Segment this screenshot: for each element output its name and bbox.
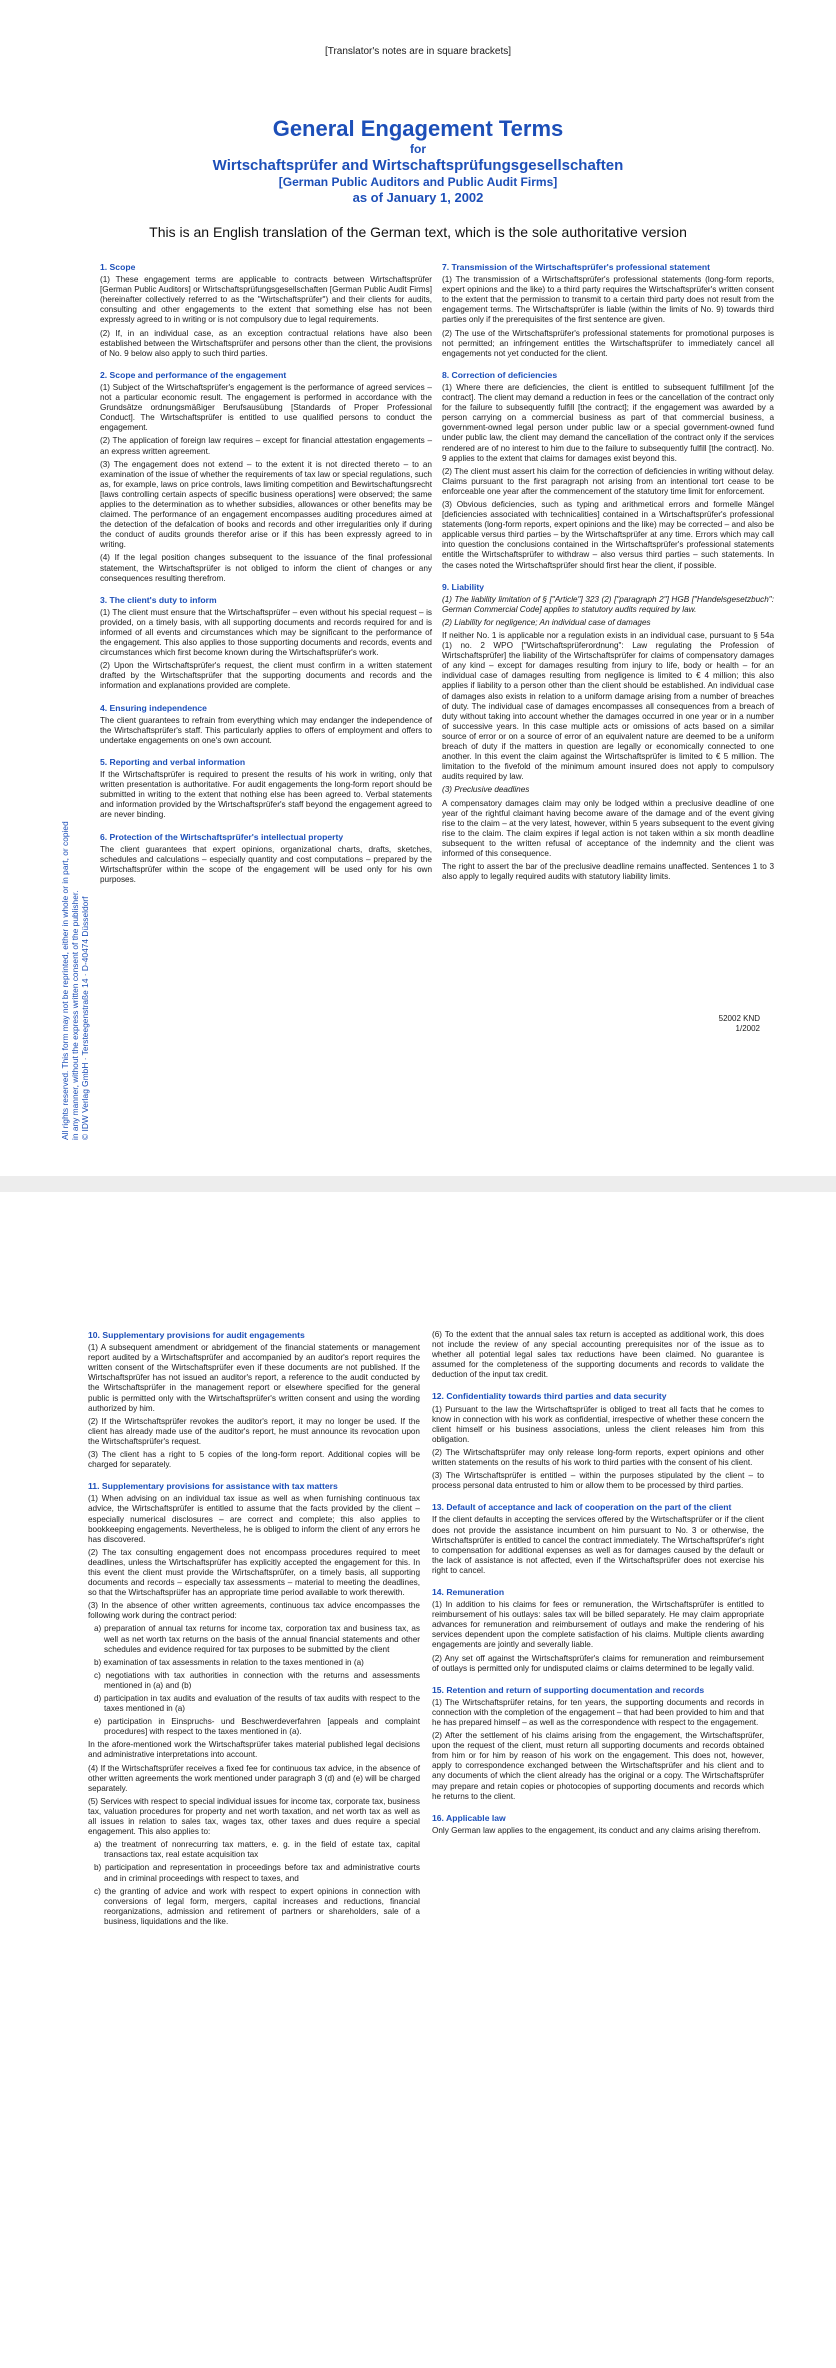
list-item: c) negotiations with tax authorities in connection with the returns and assessments mentioned in (a) and (b): [94, 1670, 420, 1690]
list-item: d) participation in tax audits and evaluation of the results of tax audits with respect to the taxes mentioned in (a): [94, 1694, 420, 1714]
paragraph: (1) Where there are deficiencies, the client is entitled to subsequent fulfillment [of the contract]. The client may demand a reduction in fees or the cancellation of the contract only for the failure to subsequently fulfill [the contract]; if the engagement was awarded by a person carrying on a commercial business as part of that commercial business, a government-owned legal person under public law or a special government-owned fund under public law, the client may demand the cancellation of the contract only if the services rendered are of no interest to him due to the failure to subsequently fulfill [the contract]. No. 9 applies to the extent that claims for damages exist beyond this.: [442, 382, 774, 463]
paragraph: (3) The Wirtschaftsprüfer is entitled – within the purposes stipulated by the client – to process personal data entrusted to him or allow them to be processed by third parties.: [432, 1471, 764, 1491]
paragraph: (2) Any set off against the Wirtschaftsprüfer's claims for remuneration and reimbursement of outlays is permitted only for undisputed claims or claims determined to be legally valid.: [432, 1653, 764, 1673]
page2-left-column: [88, 1330, 420, 1930]
section-heading: 8. Correction of deficiencies: [442, 369, 558, 380]
title-for: for: [410, 142, 426, 156]
section-heading: 14. Remuneration: [432, 1586, 505, 1597]
copyright-line: in any manner, without the express written consent of the publisher.: [70, 890, 80, 1140]
paragraph: (3) Preclusive deadlines: [442, 785, 530, 795]
page1-right-column: [442, 262, 774, 885]
paragraph: (2) Liability for negligence; An individual case of damages: [442, 617, 651, 627]
copyright-text: [60, 720, 90, 1140]
form-code: [700, 1014, 760, 1034]
paragraph: (2) The use of the Wirtschaftsprüfer's professional statements for promotional purposes is not permitted; an infringement entitles the Wirtschaftsprüfer to immediately cancel all engagements not yet conducted for the client.: [442, 328, 774, 358]
paragraph: (2) After the settlement of his claims arising from the engagement, the Wirtschaftsprüfer, upon the request of the client, must return all supporting documents and records obtained from him or for him by reason of his work on the engagement. This does not, however, apply to correspondence exchanged between the Wirtschaftsprüfer and his client and to any documents of which the client already has the original or a copy. The Wirtschaftsprüfer may prepare and retain copies or photocopies of supporting documents and records which he returns to the client.: [432, 1731, 764, 1801]
paragraph: A compensatory damages claim may only be lodged within a preclusive deadline of one year of the rightful claimant having become aware of the damage and of the event giving rise to the claim – at the very latest, however, within 5 years subsequent to the event giving rise to the claim. The claim expires if legal action is not taken within a six month deadline subsequent to the written refusal of acceptance of the indemnity and the client was informed of this consequence.: [442, 798, 774, 858]
paragraph: (1) The Wirtschaftsprüfer retains, for ten years, the supporting documents and records in connection with the completion of the engagement – that had been provided to him and that he has prepared himself – as well as the correspondence with respect to the engagement.: [432, 1697, 764, 1727]
copyright-line: © IDW Verlag GmbH · Tersteegenstraße 14 · D-40474 Düsseldorf: [80, 896, 90, 1140]
page-2: [0, 1192, 836, 2368]
paragraph: (2) Upon the Wirtschaftsprüfer's request, the client must confirm in a written statement drafted by the Wirtschaftsprüfer that the supporting documents and records and the information and explanations provided are complete.: [100, 661, 432, 691]
page2-right-column: [432, 1330, 764, 1839]
paragraph: (1) Pursuant to the law the Wirtschaftsprüfer is obliged to treat all facts that he comes to know in connection with his work as confidential, irrespective of whether these concern the client himself or his business associations, unless the client releases him from this obligation.: [432, 1404, 764, 1444]
paragraph: If the client defaults in accepting the services offered by the Wirtschaftsprüfer or if the client does not provide the assistance incumbent on him pursuant to No. 3 or otherwise, the Wirtschaftsprüfer is entitled to cancel the contract immediately. The Wirtschaftsprüfer's right to compensation for additional expenses as well as for damages caused by the default or the lack of assistance is not affected, even if the Wirtschaftsprüfer does not exercise his right to cancel.: [432, 1515, 764, 1575]
section-heading: 5. Reporting and verbal information: [100, 756, 246, 767]
paragraph: (1) These engagement terms are applicable to contracts between Wirtschaftsprüfer [German Public Auditors] or Wirtschaftsprüfungsgesellschaften [German Public Audit Firms] (hereinafter collectively referred to as the "Wirtschaftsprüfer") and their clients for audits, consulting and other engagements to the extent that something else has not been expressly agreed to in writing or is not compulsory due to legal requirements.: [100, 275, 432, 325]
paragraph: (3) The engagement does not extend – to the extent it is not directed thereto – to an examination of the issue of whether the requirements of tax law or special regulations, such as, for example, laws on price controls, laws limiting competition and Bewirtschaftungsrecht [laws controlling certain aspects of specific business operations] were observed; the same applies to the determination as to whether subsidies, allowances or other benefits may be claimed. The performance of an engagement encompasses auditing procedures aimed at the detection of the defalcation of books and records and other irregularities only if during the conduct of audits grounds therefor arise or if this has been expressly agreed to in writing.: [100, 459, 432, 550]
paragraph: The client guarantees to refrain from everything which may endanger the independence of the Wirtschaftsprüfer's staff. This particularly applies to offers of employment and offers to undertake engagements on one's own account.: [100, 715, 432, 745]
list-item: b) examination of tax assessments in relation to the taxes mentioned in (a): [94, 1657, 364, 1667]
section-heading: 7. Transmission of the Wirtschaftsprüfer's professional statement: [442, 262, 710, 272]
translation-notice: This is an English translation of the German text, which is the sole authoritative version: [149, 224, 687, 240]
paragraph: (1) A subsequent amendment or abridgement of the financial statements or management report audited by a Wirtschaftsprüfer and accompanied by an auditor's report requires the written consent of the Wirtschaftsprüfer even if these documents are not published. If the Wirtschaftsprüfer has not issued an auditor's report, a reference to the audit conducted by the Wirtschaftsprüfer in the management report or elsewhere specified for the general public is permitted only with the Wirtschaftsprüfer's written consent and using the wording authorized by him.: [88, 1343, 420, 1413]
paragraph: (2) The tax consulting engagement does not encompass procedures required to meet deadlines, unless the Wirtschaftsprüfer has explicitly accepted the engagement for this. In this event the client must provide the Wirtschaftsprüfer, on a timely basis, all supporting documents and records – especially tax assessments – material to meeting the deadlines, so that the Wirtschaftsprüfer has an appropriate time period available to work therewith.: [88, 1547, 420, 1598]
paragraph: (5) Services with respect to special individual issues for income tax, corporate tax, business tax, valuation procedures for property and net worth taxation, and net worth tax as well as all issues in relation to sales tax, wages tax, other taxes and dues require a special engagement. This also applies to:: [88, 1796, 420, 1837]
subtitle-translation: [German Public Auditors and Public Audit Firms]: [278, 175, 558, 189]
section-heading: 4. Ensuring independence: [100, 702, 207, 713]
list-item: a) preparation of annual tax returns for income tax, corporation tax and business tax, as well as net worth tax returns on the basis of the annual financial statements and other schedules and evidence required for tax purposes to be submitted by the client: [94, 1624, 420, 1654]
paragraph: (1) When advising on an individual tax issue as well as when furnishing continuous tax advice, the Wirtschaftsprüfer is entitled to assume that the facts provided by the client – especially numerical disclosures – are correct and complete; this also applies to bookkeeping engagements. Nevertheless, he is obliged to inform the client of any errors he has discovered.: [88, 1494, 420, 1544]
page1-left-column: [100, 262, 432, 888]
paragraph: In the afore-mentioned work the Wirtschaftsprüfer takes material published legal decisions and administrative interpretations into account.: [88, 1740, 420, 1760]
section-heading: 11. Supplementary provisions for assistance with tax matters: [88, 1481, 338, 1492]
paragraph: The right to assert the bar of the preclusive deadline remains unaffected. Sentences 1 to 3 also apply to legally required audits with statutory liability limits.: [442, 862, 774, 882]
paragraph: (3) In the absence of other written agreements, continuous tax advice encompasses the following work during the contract period:: [88, 1601, 420, 1621]
paragraph: (4) If the legal position changes subsequent to the issuance of the final professional statement, the Wirtschaftsprüfer is not obliged to inform the client of changes or any consequences resulting therefrom.: [100, 553, 432, 583]
paragraph: (4) If the Wirtschaftsprüfer receives a fixed fee for continuous tax advice, in the absence of other written agreements the work mentioned under paragraph 3 (d) and (e) will be charged separately.: [88, 1763, 420, 1793]
section-heading: 3. The client's duty to inform: [100, 594, 217, 605]
form-date: 1/2002: [735, 1024, 760, 1033]
effective-date: as of January 1, 2002: [352, 190, 484, 205]
page-1: [0, 0, 836, 1176]
section-heading: 15. Retention and return of supporting documentation and records: [432, 1684, 705, 1695]
paragraph: (6) To the extent that the annual sales tax return is accepted as additional work, this does not include the review of any special accounting prerequisites nor of the issue as to whether all potential legal sales tax reductions have been claimed. No guarantee is assumed for the completeness of the supporting documents and records to validate the deduction of the input tax credit.: [432, 1330, 764, 1380]
section-heading: 10. Supplementary provisions for audit engagements: [88, 1330, 305, 1340]
paragraph: (2) The client must assert his claim for the correction of deficiencies in writing without delay. Claims pursuant to the first paragraph not arising from an intentional tort cease to be enforceable one year after the commencement of the statutory time limit for enforcement.: [442, 466, 774, 496]
paragraph: (1) The transmission of a Wirtschaftsprüfer's professional statements (long-form reports, expert opinions and the like) to a third party requires the Wirtschaftsprüfer's written consent to the extent that the permission to transmit to a certain third party does not result from the engagement terms. The Wirtschaftsprüfer is liable (within the limits of No. 9) towards third parties only if the prerequisites of the first sentence are given.: [442, 275, 774, 325]
section-heading: 13. Default of acceptance and lack of cooperation on the part of the client: [432, 1502, 732, 1513]
document-subtitle: Wirtschaftsprüfer and Wirtschaftsprüfungsgesellschaften: [212, 157, 624, 174]
section-heading: 9. Liability: [442, 581, 485, 592]
section-heading: 16. Applicable law: [432, 1812, 506, 1823]
paragraph: (2) The Wirtschaftsprüfer may only release long-form reports, expert opinions and other written statements on the results of his work to third parties with the consent of his client.: [432, 1447, 764, 1468]
paragraph: (2) If, in an individual case, as an exception contractual relations have also been established between the Wirtschaftsprüfer and persons other than the client, the provisions of No. 9 below also apply to such third parties.: [100, 328, 432, 358]
section-heading: 2. Scope and performance of the engagement: [100, 369, 287, 380]
paragraph: (1) Subject of the Wirtschaftsprüfer's engagement is the performance of agreed services – not a particular economic result. The engagement is performed in accordance with the Grundsätze ordnungsmäßiger Berufsausübung [Standards of Proper Professional Conduct]. The Wirtschaftsprüfer is entitled to use qualified persons to conduct the engagement.: [100, 382, 432, 433]
list-item: c) the granting of advice and work with respect to expert opinions in connection with conversions of legal form, mergers, capital increases and reductions, financial reorganizations, admission and retirement of partners or shareholders, sale of a business, liquidations and the like.: [94, 1886, 420, 1926]
paragraph: (2) The application of foreign law requires – except for financial attestation engagements – an express written agreement.: [100, 436, 432, 456]
list-item: e) participation in Einspruchs- und Beschwerdeverfahren [appeals and complaint procedures] with respect to the taxes mentioned in (a).: [94, 1717, 420, 1737]
paragraph: Only German law applies to the engagement, its conduct and any claims arising therefrom.: [432, 1825, 761, 1835]
paragraph: (1) The liability limitation of § ["Article"] 323 (2) ["paragraph 2"] HGB ["Handelsgesetzbuch": German Commercial Code] applies to statutory audits required by law.: [442, 594, 774, 614]
section-heading: 6. Protection of the Wirtschaftsprüfer's intellectual property: [100, 831, 344, 842]
list-item: b) participation and representation in proceedings before tax and administrative courts and in criminal proceedings with respect to taxes, and: [94, 1863, 420, 1883]
paragraph: The client guarantees that expert opinions, organizational charts, drafts, sketches, schedules and calculations – especially quantity and cost computations – prepared by the Wirtschaftsprüfer within the scope of the engagement will be used only for his own purposes.: [100, 844, 432, 884]
paragraph: (3) Obvious deficiencies, such as typing and arithmetical errors and formelle Mängel [deficiencies associated with technicalities] contained in a Wirtschaftsprüfer's professional statements (long-form reports, expert opinions and the like) may be corrected – and also be applicable versus third parties – by the Wirtschaftsprüfer at any time. Errors which may call into question the conclusions contained in the Wirtschaftsprüfer's professional statements entitle the Wirtschaftsprüfer to withdraw – also versus third parties – such statements. In the cases noted the Wirtschaftsprüfer should first hear the client, if possible.: [442, 499, 774, 570]
copyright-sidebar: [40, 720, 90, 1140]
paragraph: (1) In addition to his claims for fees or remuneration, the Wirtschaftsprüfer is entitled to reimbursement of his outlays: sales tax will be billed separately. He may claim appropriate advances for remuneration and reimbursement of outlays and make the rendering of his services dependent upon the complete satisfaction of his claims. Multiple clients awarding engagements are jointly and severally liable.: [432, 1600, 764, 1650]
translator-note: [Translator's notes are in square brackets]: [324, 46, 512, 57]
paragraph: If the Wirtschaftsprüfer is required to present the results of his work in writing, only that written presentation is authoritative. For audit engagements the long-form report should be submitted in writing to the extent that nothing else has been agreed to. Verbal statements and information provided by the Wirtschaftsprüfer's staff beyond the engagement agreed to are never binding.: [100, 770, 432, 820]
section-heading: 1. Scope: [100, 262, 136, 272]
title-block: [0, 116, 836, 206]
list-item: a) the treatment of nonrecurring tax matters, e. g. in the field of estate tax, capital transactions tax, real estate acquisition tax: [94, 1840, 420, 1860]
section-heading: 12. Confidentiality towards third parties and data security: [432, 1391, 667, 1402]
paragraph: (1) The client must ensure that the Wirtschaftsprüfer – even without his special request – is provided, on a timely basis, with all supporting documents and records required for and is informed of all events and circumstances which may be significant to the performance of the engagement. This also applies to those supporting documents and records, events and circumstances which first become known during the Wirtschaftsprüfer's work.: [100, 607, 432, 658]
paragraph: If neither No. 1 is applicable nor a regulation exists in an individual case, pursuant to § 54a (1) no. 2 WPO ["Wirtschaftsprüferordnung": Law regulating the Profession of Wirtschaftsprüfer] the liability of the Wirtschaftsprüfer for claims of compensatory damages of any kind – except for damages resulting from injury to life, body or health – for an individual case of damages resulting from negligence is limited to € 4 million; this also applies if liability to a person other than the client should be established. An individual case of damages also exists in relation to a uniform damage arising from a number of breaches of duty. The individual case of damages encompasses all consequences from a breach of duty without taking into account whether the damages occurred in one year or in a number of successive years. In this case multiple acts or omissions of acts based on a similar source of error or on a source of error of an equivalent nature are deemed to be a uniform breach of duty if the matters in question are legally or economically connected to one another. In this event the claim against the Wirtschaftsprüfer is limited to € 5 million. The limitation to the fivefold of the minimum amount insured does not apply to compulsory audits required by law.: [442, 631, 774, 782]
paragraph: (2) If the Wirtschaftsprüfer revokes the auditor's report, it may no longer be used. If the client has already made use of the auditor's report, he must announce its revocation upon the Wirtschaftsprüfer's request.: [88, 1416, 420, 1446]
paragraph: (3) The client has a right to 5 copies of the long-form report. Additional copies will be charged for separately.: [88, 1450, 420, 1470]
copyright-line: All rights reserved. This form may not be reprinted, either in whole or in part, or copied: [60, 821, 70, 1140]
document-title: General Engagement Terms: [272, 116, 564, 141]
form-number: 52002 KND: [718, 1014, 760, 1023]
